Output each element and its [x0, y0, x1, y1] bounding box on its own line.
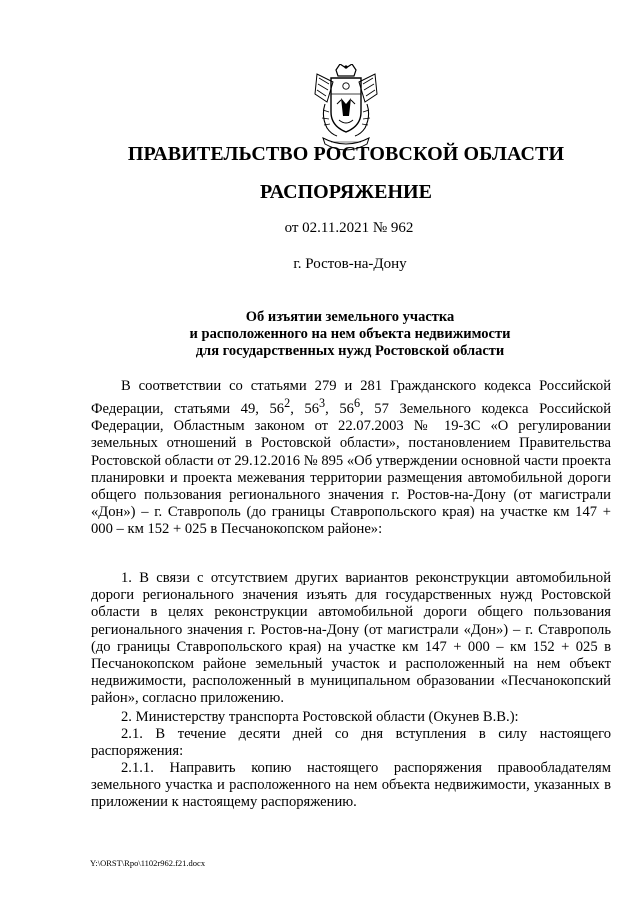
- clause-2-1: [91, 726, 611, 760]
- organization-name: ПРАВИТЕЛЬСТВО РОСТОВСКОЙ ОБЛАСТИ: [127, 143, 565, 165]
- date-and-number: от 02.11.2021 № 962: [284, 220, 414, 236]
- document-title: [0, 309, 640, 360]
- superscript: 2: [284, 396, 291, 411]
- text-run: В соответствии со статьями 279 и 281 Гражданского кодекса Российской Федерации, статьями 49, 56: [91, 378, 611, 418]
- clause-text: 2.1.1. Направить копию настоящего распоряжения правообладателям земельного участка и расположенного на нем объекта недвижимости, указанных в приложении к настоящему распоряжению.: [91, 760, 611, 811]
- title-line: Об изъятии земельного участка: [245, 309, 455, 325]
- clause-text: 2. Министерству транспорта Ростовской области (Окунев В.В.):: [121, 709, 519, 725]
- city-name: г. Ростов-на-Дону: [293, 256, 407, 272]
- clause-1: [91, 570, 611, 708]
- title-line: и расположенного на нем объекта недвижимости: [189, 326, 511, 342]
- clause-text: 1. В связи с отсутствием других вариантов реконструкции автомобильной дороги регионального значения изъять для государственных нужд Ростовской области в целях реконструкции автомобильной дороги общего пользования регионального значения г. Ростов-на-Дону (от магистрали «Дон») – г. Ставрополь (до границы Ставропольского края) на участке км 147 + 000 – км 152 + 025 в Песчанокопском районе земельный участок и расположенный на нем объект недвижимости, расположенный в муниципальном образовании «Песчанокопский район», согласно приложению.: [91, 570, 611, 707]
- text-run: , 56: [290, 401, 320, 418]
- document-type: РАСПОРЯЖЕНИЕ: [260, 181, 432, 203]
- text-run: , 57 Земельного кодекса Российской Федерации, Областным законом от 22.07.2003 № 19-ЗС «О регулировании земельных отношений в Ростовской области», постановлением Правительства Ростовской области от 29.12.2016 № 895 «Об утверждении основной части проекта планировки и проекта межевания территории размещения автомобильной дороги общего пользования регионального значения г. Ростов-на-Дону (от магистрали «Дон») – г. Ставрополь (до границы Ставропольского края) на участке км 147 + 000 – км 152 + 025 в Песчанокопском районе»:: [91, 401, 612, 538]
- clause-2: [91, 709, 611, 726]
- preamble-paragraph: [91, 378, 611, 539]
- superscript: 6: [353, 396, 361, 411]
- title-line: для государственных нужд Ростовской области: [195, 343, 505, 359]
- clause-2-1-1: [91, 760, 611, 812]
- clause-text: 2.1. В течение десяти дней со дня вступления в силу настоящего распоряжения:: [91, 726, 611, 760]
- file-path-footer: Y:\ORST\Rpo\1102r962.f21.docx: [90, 858, 206, 868]
- superscript: 3: [319, 396, 326, 411]
- text-run: , 56: [325, 401, 354, 418]
